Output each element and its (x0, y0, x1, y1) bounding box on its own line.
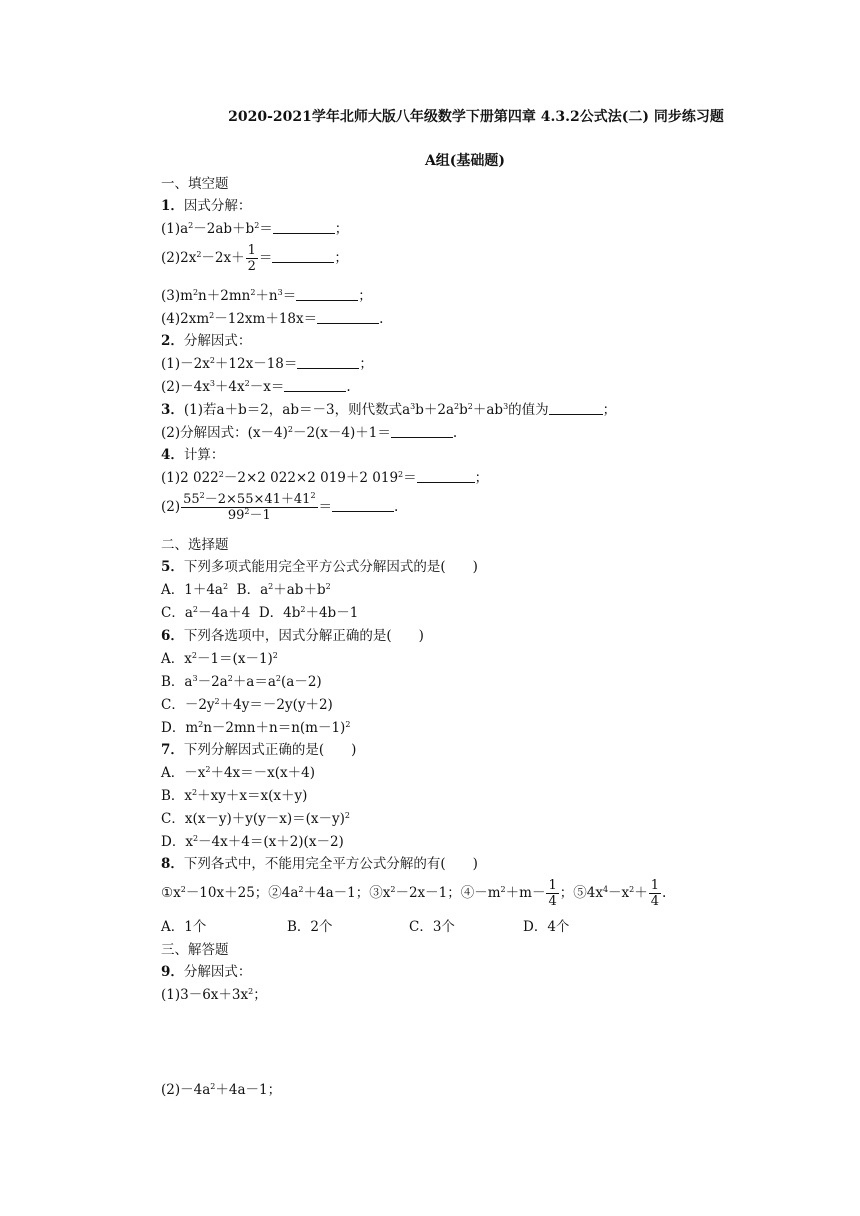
fraction-one-quarter: $\frac{1}{4}$ (650, 878, 660, 909)
answer-blank[interactable] (297, 355, 359, 369)
option-d[interactable]: D．4个 (523, 919, 570, 935)
option-c[interactable]: C．$a^2-4a+4$ (161, 605, 251, 621)
group-heading: A组(基础题) (424, 153, 506, 169)
answer-blank[interactable] (549, 401, 603, 415)
option-d[interactable]: D．$x^2-4x+4=(x+2)(x-2)$ (161, 834, 344, 850)
option-a[interactable]: A．1个 (161, 919, 207, 935)
answer-blank[interactable] (284, 378, 346, 392)
question-5-options-ab (161, 581, 331, 599)
section-heading-choice: 二、选择题 (161, 537, 229, 553)
option-d[interactable]: D．$4b^2+4b-1$ (258, 605, 359, 621)
section-heading-answer: 三、解答题 (161, 942, 229, 958)
page-title: 2020-2021学年北师大版八年级数学下册第四章 4.3.2公式法(二) 同步练习题 (228, 109, 724, 125)
question-7: 7．下列分解因式正确的是( ) (161, 742, 357, 758)
question-9: 9．分解因式： (161, 964, 252, 980)
option-c[interactable]: C．$-2y^2+4y=-2y(y+2)$ (161, 697, 333, 713)
answer-blank[interactable] (272, 249, 334, 263)
option-d[interactable]: D．$m^2n-2mn+n=n(m-1)^2$ (161, 720, 351, 736)
option-a[interactable]: A．$1+4a^2$ (161, 582, 229, 598)
answer-blank[interactable] (417, 469, 475, 483)
fraction-one-quarter: $\frac{1}{4}$ (548, 878, 557, 909)
question-5: 5．下列多项式能用完全平方公式分解因式的是( ) (161, 559, 478, 575)
question-2-part-2: $(2)-4x^3+4x^2-x=$ . (161, 379, 351, 395)
fraction-expression: $\frac{55^2-2\times 55\times 41+41^2}{99^2-1}$ (183, 491, 316, 523)
question-3-part-1: 3．(1)若a＋b＝2，ab＝－3，则代数式$a^3b+2a^2b^2+ab^3$的值为 ； (161, 402, 617, 418)
option-b[interactable]: B．2个 (287, 919, 333, 935)
answer-blank[interactable] (296, 287, 358, 301)
option-a[interactable]: A．$x^2-1=(x-1)^2$ (161, 651, 278, 667)
fraction-one-half: $\frac{1}{2}$ (247, 243, 256, 274)
option-a[interactable]: A．$-x^2+4x=-x(x+4)$ (161, 765, 316, 781)
answer-blank[interactable] (332, 498, 394, 512)
question-3-part-2: (2)分解因式：$(x-4)^2-2(x-4)+1=$ . (161, 425, 458, 441)
question-9-part-2: $(2)-4a^2+4a-1$； (161, 1082, 282, 1098)
option-c[interactable]: C．3个 (409, 919, 455, 935)
question-2-part-1: $(1)-2x^2+12x-18=$ ； (161, 356, 373, 372)
question-1-part-3: $(3)m^2n+2mn^2+n^3=$ ； (161, 288, 372, 304)
question-1: 1．因式分解： (161, 198, 252, 214)
question-8-items: $①x^2-10x+25$；$②4a^2+4a-1$；$③x^2-2x-1$；$④-m^2+m-$ $\frac{1}{4}$ ；$⑤4x^4-x^2+$ $\frac{1}{4}$ . (161, 878, 667, 909)
question-4: 4．计算： (161, 447, 225, 463)
question-1-part-4: $(4)2xm^2-12xm+18x=$ . (161, 311, 384, 327)
option-b[interactable]: B．$x^2+xy+x=x(x+y)$ (161, 788, 308, 804)
option-b[interactable]: B．$a^3-2a^2+a=a^2(a-2)$ (161, 674, 322, 690)
question-8-options (161, 918, 569, 936)
question-9-part-1: $(1)3-6x+3x^2$； (161, 987, 267, 1003)
answer-blank[interactable] (273, 220, 335, 234)
question-4-part-2: (2) $\frac{55^2-2\times 55\times 41+41^2}{99^2-1}$ ＝ . (161, 491, 399, 523)
question-1-part-2: $(2)2x^2-2x+$ $\frac{1}{2}$ ＝ ； (161, 243, 348, 274)
option-b[interactable]: B．$a^2+ab+b^2$ (236, 582, 331, 598)
section-heading-fill-blank: 一、填空题 (161, 176, 229, 192)
answer-blank[interactable] (317, 310, 379, 324)
question-6: 6．下列各选项中，因式分解正确的是( ) (161, 628, 424, 644)
question-1-part-1: $(1)a^2-2ab+b^2=$ ； (161, 221, 349, 237)
answer-blank[interactable] (391, 424, 453, 438)
question-5-options-cd (161, 604, 358, 622)
question-8: 8．下列各式中，不能用完全平方公式分解的有( ) (161, 856, 478, 872)
question-4-part-1: (1)2 $022^2-2\times 2$ 022×2 019＋2 $019^2=$ ； (161, 470, 489, 486)
option-c[interactable]: C．$x(x-y)+y(y-x)=(x-y)^2$ (161, 811, 350, 827)
question-2: 2．分解因式： (161, 333, 252, 349)
